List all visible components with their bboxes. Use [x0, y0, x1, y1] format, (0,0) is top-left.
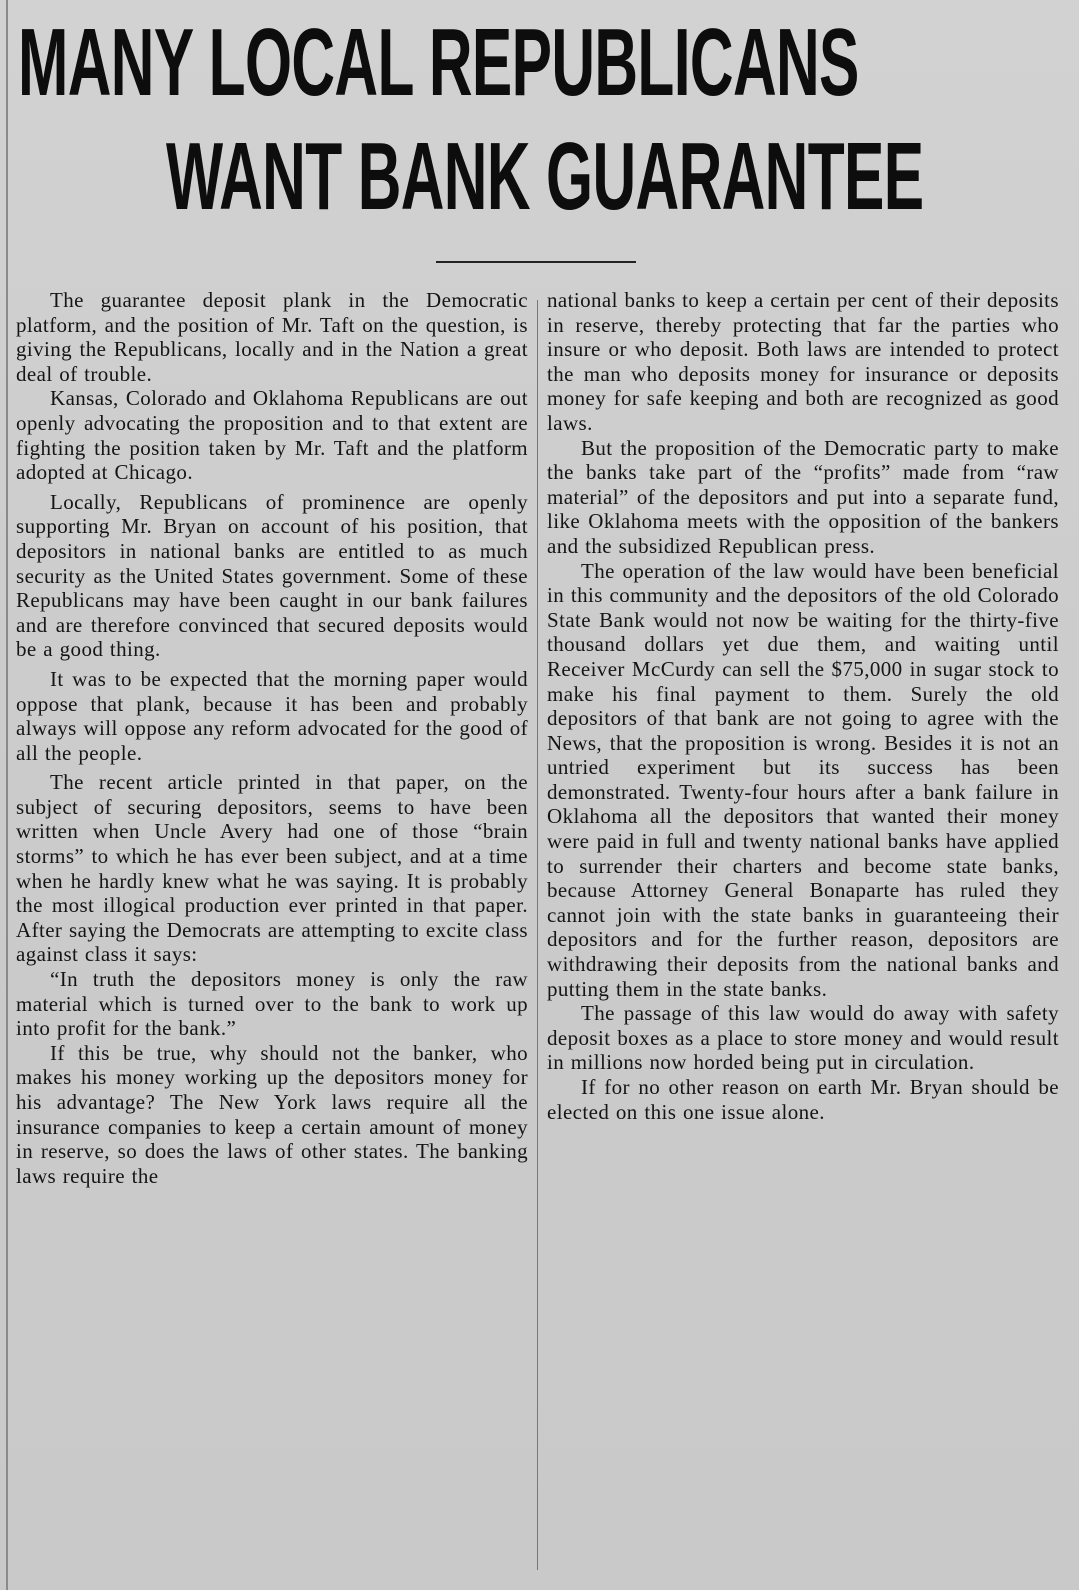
paragraph: “In truth the depositors money is only the raw material which is turned over to the bank to work up into profit for the bank.” [16, 967, 528, 1041]
paragraph: Locally, Republicans of prominence are openly supporting Mr. Bryan on account of his position, that depositors in national banks are entitled to as much security as the United States government. Some of these Republicans may have been caught in our bank failures and are therefore convinced that secured deposits would be a good thing. [16, 489, 528, 662]
paragraph: national banks to keep a certain per cent of their deposits in reserve, thereby protecting that far the parties who insure or who deposit. Both laws are intended to protect the man who deposits money for insurance or deposits money for safe keeping and both are recognized as good laws. [547, 288, 1059, 435]
headline-line-1: MANY LOCAL REPUBLICANS [18, 9, 859, 116]
headline-line-2: WANT BANK GUARANTEE [166, 123, 924, 230]
headline-divider [436, 261, 636, 263]
article-column-left [16, 288, 528, 1188]
article-column-right [547, 288, 1059, 1124]
paragraph: The passage of this law would do away with safety deposit boxes as a place to store money and would result in millions now horded being put in circulation. [547, 1001, 1059, 1075]
paragraph: The operation of the law would have been beneficial in this community and the depositors of the old Colorado State Bank would not now be waiting for the thirty-five thousand dollars yet due them, and waiting until Receiver McCurdy can sell the $75,000 in sugar stock to make his final payment to them. Surely the old depositors of that bank are not going to agree with the News, that the proposition is wrong. Besides it is not an untried experiment but its success has been demonstrated. Twenty-four hours after a bank failure in Oklahoma all the depositors that wanted their money were paid in full and twenty national banks have applied to surrender their charters and become state banks, because Attorney General Bonaparte has ruled they cannot join with the state banks in guaranteeing their depositors and for the further reason, depositors are withdrawing their deposits from the national banks and putting them in the state banks. [547, 558, 1059, 1001]
page-edge-rule [6, 0, 8, 1590]
paragraph: If for no other reason on earth Mr. Bryan should be elected on this one issue alone. [547, 1075, 1059, 1124]
paragraph: Kansas, Colorado and Oklahoma Republicans are out openly advocating the proposition and to that extent are fighting the position taken by Mr. Taft and the platform adopted at Chicago. [16, 386, 528, 485]
column-divider [537, 300, 538, 1570]
paragraph: If this be true, why should not the banker, who makes his money working up the depositors money for his advantage? The New York laws require all the insurance companies to keep a certain amount of money in reserve, so does the laws of other states. The banking laws require the [16, 1040, 528, 1188]
paragraph: But the proposition of the Democratic party to make the banks take part of the “profits” made from “raw material” of the depositors and put into a separate fund, like Oklahoma meets with the opposition of the bankers and the subsidized Republican press. [547, 435, 1059, 558]
paragraph: The recent article printed in that paper, on the subject of securing depositors, seems to have been written when Uncle Avery had one of those “brain storms” to which he has ever been subject, and at a time when he hardly knew what he was saying. It is probably the most illogical production ever printed in that paper. After saying the Democrats are attempting to excite class against class it says: [16, 770, 528, 967]
paragraph: The guarantee deposit plank in the Democratic platform, and the position of Mr. Taft on the question, is giving the Republicans, locally and in the Nation a great deal of trouble. [16, 288, 528, 386]
paragraph: It was to be expected that the morning paper would oppose that plank, because it has been and probably always will oppose any reform advocated for the good of all the people. [16, 666, 528, 765]
